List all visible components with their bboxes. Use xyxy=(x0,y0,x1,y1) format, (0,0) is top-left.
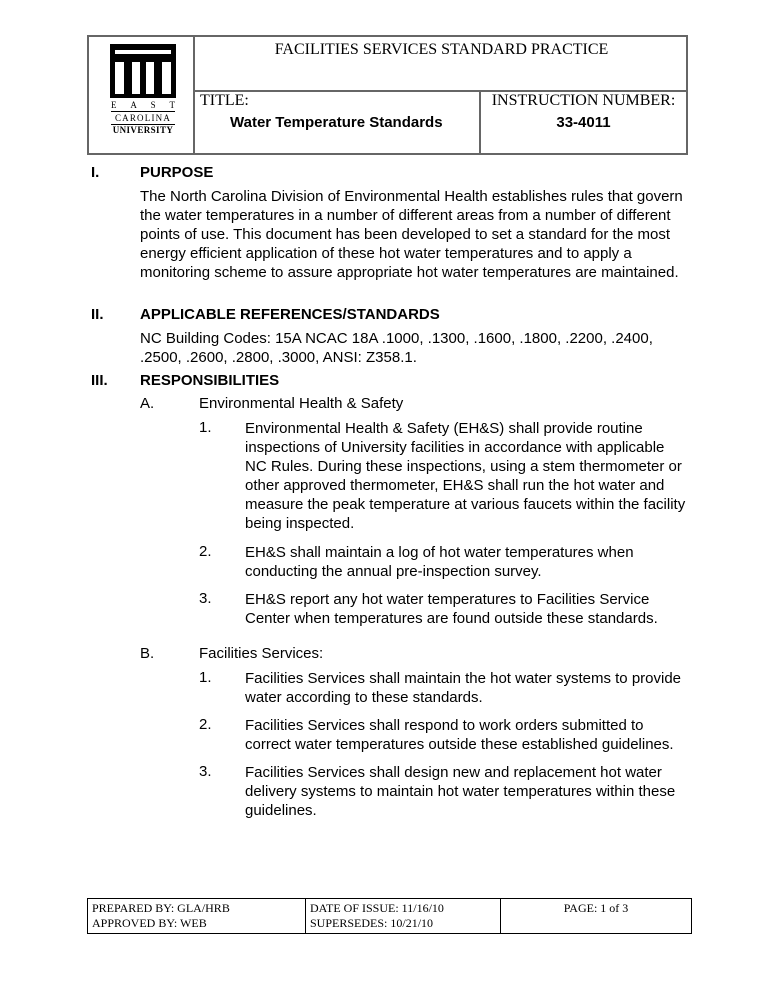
document-title: Water Temperature Standards xyxy=(230,114,443,131)
instruction-number-label: INSTRUCTION NUMBER: xyxy=(491,92,676,109)
subsection-label-ehs: Environmental Health & Safety xyxy=(199,395,404,412)
document-header-title: FACILITIES SERVICES STANDARD PRACTICE xyxy=(274,41,609,58)
section-heading-references: APPLICABLE REFERENCES/STANDARDS xyxy=(140,306,440,323)
list-item-number: 3. xyxy=(199,763,212,780)
logo-carolina: CAROLINA xyxy=(114,113,172,123)
page-number: PAGE: 1 of 3 xyxy=(563,901,629,915)
supersedes: SUPERSEDES: 10/21/10 xyxy=(310,916,434,930)
list-item: EH&S shall maintain a log of hot water temperatures when conducting the annual pre-inspection survey. xyxy=(245,544,634,580)
list-item-number: 1. xyxy=(199,419,212,436)
logo-letter: A xyxy=(130,100,137,110)
list-item-number: 3. xyxy=(199,590,212,607)
logo-university: UNIVERSITY xyxy=(112,125,174,135)
references-paragraph: NC Building Codes: 15A NCAC 18A .1000, .1300, .1600, .1800, .2200, .2400, .2500, .2600, .2800, .3000, ANSI: Z358.1. xyxy=(140,330,653,366)
section-heading-responsibilities: RESPONSIBILITIES xyxy=(140,372,280,389)
logo-letter: T xyxy=(169,100,175,110)
list-item: Facilities Services shall design new and replacement hot water delivery systems to maintain hot water temperatures within these guidelines. xyxy=(245,764,676,819)
purpose-paragraph: The North Carolina Division of Environmental Health establishes rules that govern the water temperatures in a number of different areas from a number of different points of use. This document has been developed to set a standard for the most energy efficient application of these hot water temperatures and to apply a monitoring scheme to assure appropriate hot water temperatures are maintained. xyxy=(140,188,683,281)
list-item: Facilities Services shall respond to work orders submitted to correct water temperatures outside these established guidelines. xyxy=(245,717,674,753)
section-number: II. xyxy=(91,306,104,323)
list-item: Facilities Services shall maintain the hot water systems to provide water according to these standards. xyxy=(245,670,682,706)
instruction-number: 33-4011 xyxy=(556,114,611,131)
logo-letter: E xyxy=(111,100,117,110)
logo-letter: S xyxy=(150,100,156,110)
footer-divider xyxy=(305,898,306,934)
date-of-issue: DATE OF ISSUE: 11/16/10 xyxy=(310,901,444,915)
prepared-by: PREPARED BY: GLA/HRB xyxy=(92,901,230,915)
subsection-letter: B. xyxy=(140,645,155,662)
list-item-number: 1. xyxy=(199,669,212,686)
approved-by: APPROVED BY: WEB xyxy=(92,916,207,930)
list-item: Environmental Health & Safety (EH&S) shall provide routine inspections of University facilities in accordance with applicable NC Rules. During these inspections, using a stem thermometer or other approved thermometer, EH&S shall run the hot water and measure the peak temperature at various faucets within the facility being inspected. xyxy=(245,420,686,532)
title-label: TITLE: xyxy=(200,92,249,109)
logo-east xyxy=(111,100,175,110)
section-number: I. xyxy=(91,164,100,181)
logo-rule xyxy=(111,111,175,112)
list-item-number: 2. xyxy=(199,543,212,560)
subsection-label-facilities: Facilities Services: xyxy=(199,645,324,662)
section-heading-purpose: PURPOSE xyxy=(140,164,214,181)
list-item: EH&S report any hot water temperatures to Facilities Service Center when temperatures are found outside these standards. xyxy=(245,591,658,627)
subsection-letter: A. xyxy=(140,395,155,412)
list-item-number: 2. xyxy=(199,716,212,733)
university-logo-icon xyxy=(110,44,176,98)
section-number: III. xyxy=(91,372,108,389)
